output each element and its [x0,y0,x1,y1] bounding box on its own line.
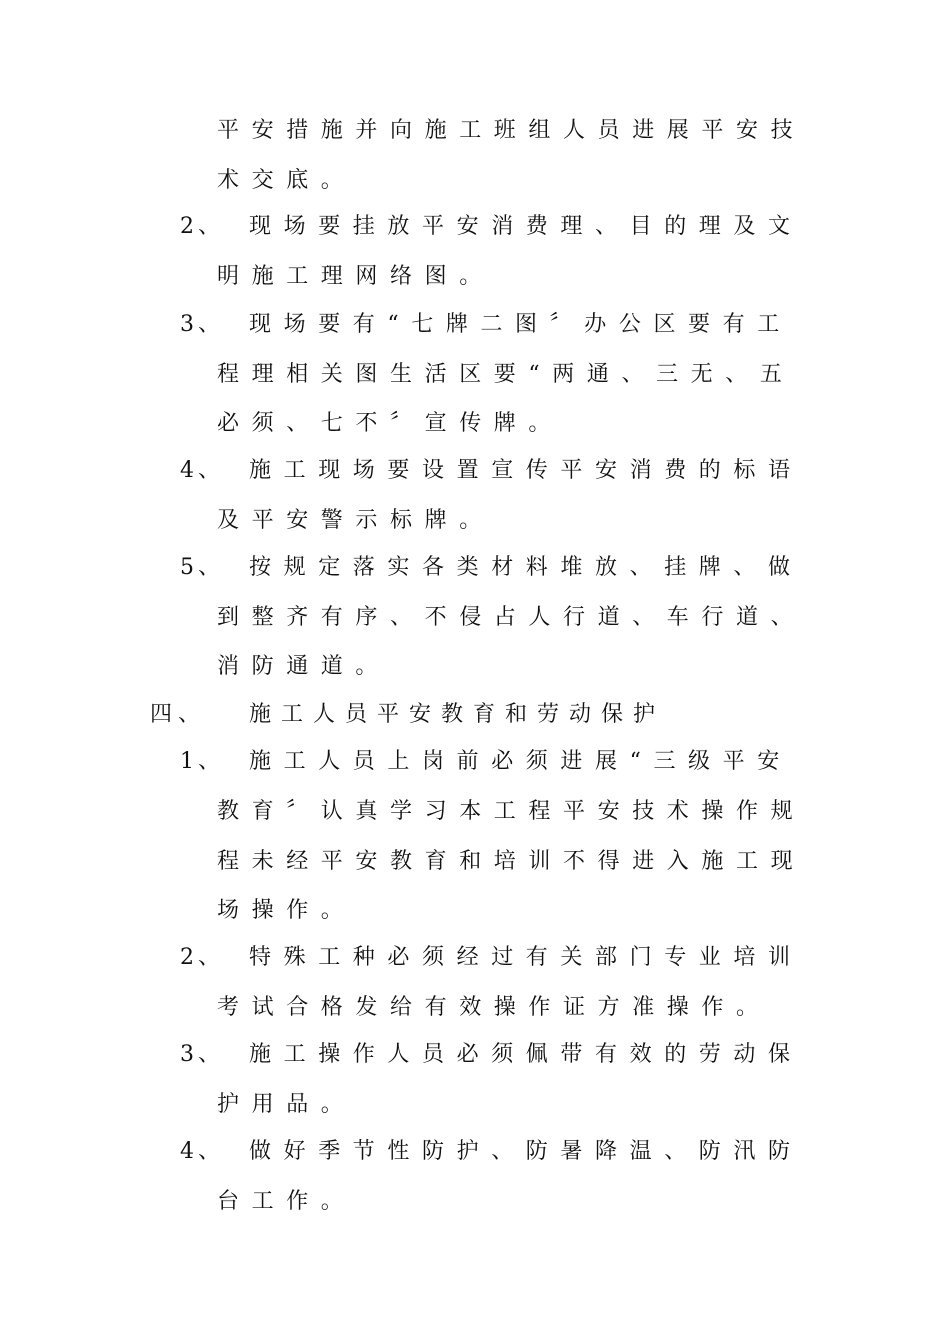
text-line: 程理相关图生活区要“两通、三无、五 [217,362,795,387]
text-line: 施工人员上岗前必须进展“三级平安 [249,749,792,774]
text-line: 现场要有“七牌二图〞办公区要有工 [249,312,792,337]
text-line: 台工作。 [217,1189,356,1214]
text-line: 及平安警示标牌。 [217,508,494,533]
item-number: 4、 [180,458,224,483]
text-line: 施工操作人员必须佩带有效的劳动保 [249,1042,803,1067]
text-line: 护用品。 [217,1092,356,1117]
text-line: 到整齐有序、不侵占人行道、车行道、 [217,605,806,630]
text-line: 考试合格发给有效操作证方准操作。 [217,995,771,1020]
text-line: 施工现场要设置宣传平安消费的标语 [249,458,803,483]
item-number: 5、 [180,555,224,580]
text-line: 场操作。 [217,898,356,923]
text-line: 必须、七不〞宣传牌。 [217,411,564,436]
text-line: 现场要挂放平安消费理、目的理及文 [249,214,803,239]
text-line: 术交底。 [217,168,356,193]
text-line: 教育〞认真学习本工程平安技术操作规 [217,799,806,824]
text-line: 按规定落实各类材料堆放、挂牌、做 [249,555,803,580]
item-number: 1、 [180,749,224,774]
text-line: 做好季节性防护、防暑降温、防汛防 [249,1139,803,1164]
item-number: 3、 [180,1042,224,1067]
section-number: 四、 [150,702,207,727]
item-number: 3、 [180,312,224,337]
text-line: 特殊工种必须经过有关部门专业培训 [249,945,803,970]
item-number: 2、 [180,214,224,239]
text-line: 平安措施并向施工班组人员进展平安技 [217,118,806,143]
text-line: 明施工理网络图。 [217,264,494,289]
item-number: 2、 [180,945,224,970]
section-heading: 施工人员平安教育和劳动保护 [249,702,666,727]
text-line: 程未经平安教育和培训不得进入施工现 [217,849,806,874]
item-number: 4、 [180,1139,224,1164]
text-line: 消防通道。 [217,654,391,679]
